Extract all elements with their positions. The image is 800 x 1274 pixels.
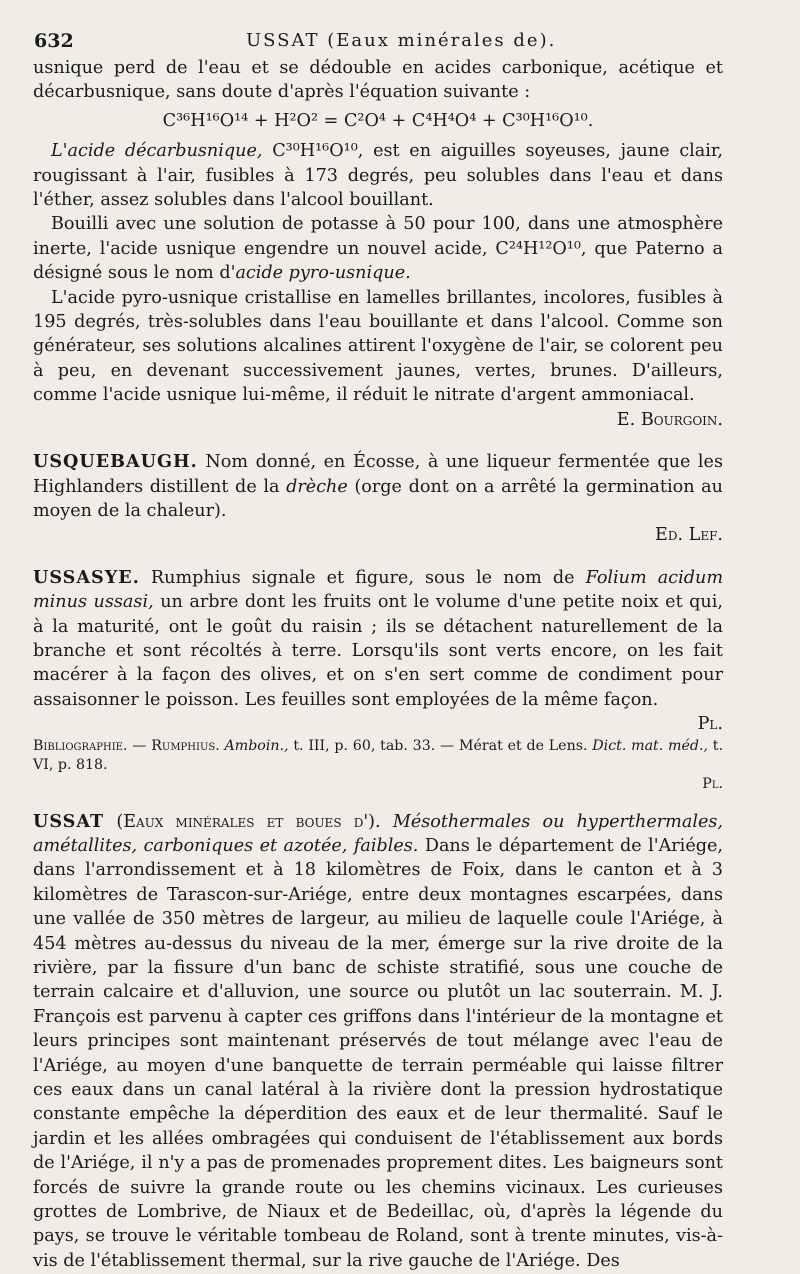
running-title: USSAT (Eaux minérales de). (246, 30, 557, 51)
page-body (33, 56, 723, 1273)
text: Nom donné, en Écosse, à une liqueur fermentée que les Highlanders distillent de la (33, 452, 723, 497)
term-decarbusnique: L'acide décarbusnique, (51, 141, 263, 162)
term: Folium acidum minus ussasi, (33, 567, 723, 613)
term: drèche (286, 476, 348, 497)
text: Dans le département de l'Ariége, dans l'arrondissement et à 18 kilomètres de Foix, dans le canton et à 3 kilomètres de Tarascon-sur-Ariége, entre deux montagnes escarpées, dans une vallée de 350 mètres de largeur, au milieu de laquelle coule l'Ariége, à 454 mètres au-dessus du niveau de la mer, émerge sur la rive droite de la rivière, par la fissure d'un banc de schiste stratifié, sous une couche de terrain calcaire et d'alluvion, une source ou plutôt un lac souterrain. M. J. François est parvenu à capter ces griffons dans l'intérieur de la montagne et leurs principes sont maintenant préservés de tout mélange avec l'eau de l'Ariége, au moyen d'une banquette de terrain perméable qui laisse filtrer ces eaux dans un canal latéral à la rivière dont la pression hydrostatique constante empêche la déperdition des eaux et de leur thermalité. Sauf le jardin et les allées ombragées qui conduisent de l'établissement aux bords de l'Ariége, il n'y a pas de promenades proprement dites. Les baigneurs sont forcés de suivre la grande route ou les chemins vicinaux. Les curieuses grottes de Lombrive, de Niaux et de Bedeillac, où, d'après la légende du pays, se trouve le véritable tombeau de Roland, sont à trente minutes, vis-à-vis de l'établissement thermal, sur la rive gauche de l'Ariége. Des (33, 835, 723, 1271)
text: — Rumphius. (127, 737, 225, 754)
work-title: Dict. mat. méd., (592, 737, 708, 754)
entry-ussasye (33, 566, 723, 712)
qualifiers: Mésothermales ou hyperthermales, amétallites, carboniques et azotée, faibles. (33, 811, 723, 856)
headword: USSAT (33, 810, 105, 832)
headword: USQUEBAUGH. (33, 451, 198, 473)
text: t. III, p. 60, tab. 33. — Mérat et de Lens. (288, 737, 593, 754)
bibliography (33, 737, 723, 775)
bib-label: Bibliographie. (33, 737, 128, 754)
text: un arbre dont les fruits ont le volume d'une petite noix et qui, à la maturité, ont le goût du raisin ; ils se détachent naturellement de la branche et sont récoltés à terre. Lorsqu'ils sont verts encore, on les fait macérer à la façon des olives, et on s'en sert comme de condiment pour assaisonner le poisson. Les feuilles sont employées de la même façon. (33, 592, 723, 710)
paragraph-pyro-usnique-props: L'acide pyro-usnique cristallise en lamelles brillantes, incolores, fusibles à 195 degrés, très-solubles dans l'eau bouillante et dans l'alcool. Comme son générateur, ses solutions alcalines attirent l'oxygène de l'air, se colorent peu à peu, en devenant successivement jaunes, vertes, brunes. D'ailleurs, comme l'acide usnique lui-même, il réduit le nitrate d'argent ammoniacal. (33, 287, 723, 406)
author-signature: E. Bourgoin. (616, 409, 723, 430)
chemical-equation: C³⁶H¹⁶O¹⁴ + H²O² = C²O⁴ + C⁴H⁴O⁴ + C³⁰H¹⁶O¹⁰. (162, 110, 594, 131)
spacer (33, 432, 723, 450)
author-signature: Pl. (697, 714, 723, 735)
text: (orge dont on a arrêté la germination au moyen de la chaleur). (33, 476, 723, 521)
text: t. VI, p. 818. (33, 737, 723, 773)
work-title: Amboin., (224, 737, 289, 754)
subtitle: (Eaux minérales et boues d'). (104, 811, 393, 832)
paragraph-pyro-usnique-origin (33, 212, 723, 285)
continued-paragraph: usnique perd de l'eau et se dédouble en acides carbonique, acétique et décarbusnique, sans doute d'après l'équation suivante : (33, 58, 723, 103)
author-signature: Pl. (702, 775, 723, 792)
paragraph-decarbusnique (33, 139, 723, 212)
page-header (34, 26, 734, 56)
author-signature: Ed. Lef. (654, 525, 723, 546)
spacer (33, 794, 723, 810)
text: C³⁰H¹⁶O¹⁰, est en aiguilles soyeuses, jaune clair, rougissant à l'air, fusibles à 173 degrés, peu solubles dans l'eau et dans l'éther, assez solubles dans l'alcool bouillant. (33, 141, 723, 211)
text: Bouilli avec une solution de potasse à 50 pour 100, dans une atmosphère inerte, l'acide usnique engendre un nouvel acide, C²⁴H¹²O¹⁰, que Paterno a désigné sous le nom d' (33, 214, 723, 284)
page-number: 632 (34, 30, 74, 52)
entry-usquebaugh (33, 450, 723, 523)
spacer (33, 548, 723, 566)
entry-ussat (33, 810, 723, 1274)
term-pyro-usnique: acide pyro-usnique. (235, 263, 411, 284)
headword: USSASYE. (33, 566, 140, 588)
text: Rumphius signale et figure, sous le nom de (139, 567, 586, 588)
